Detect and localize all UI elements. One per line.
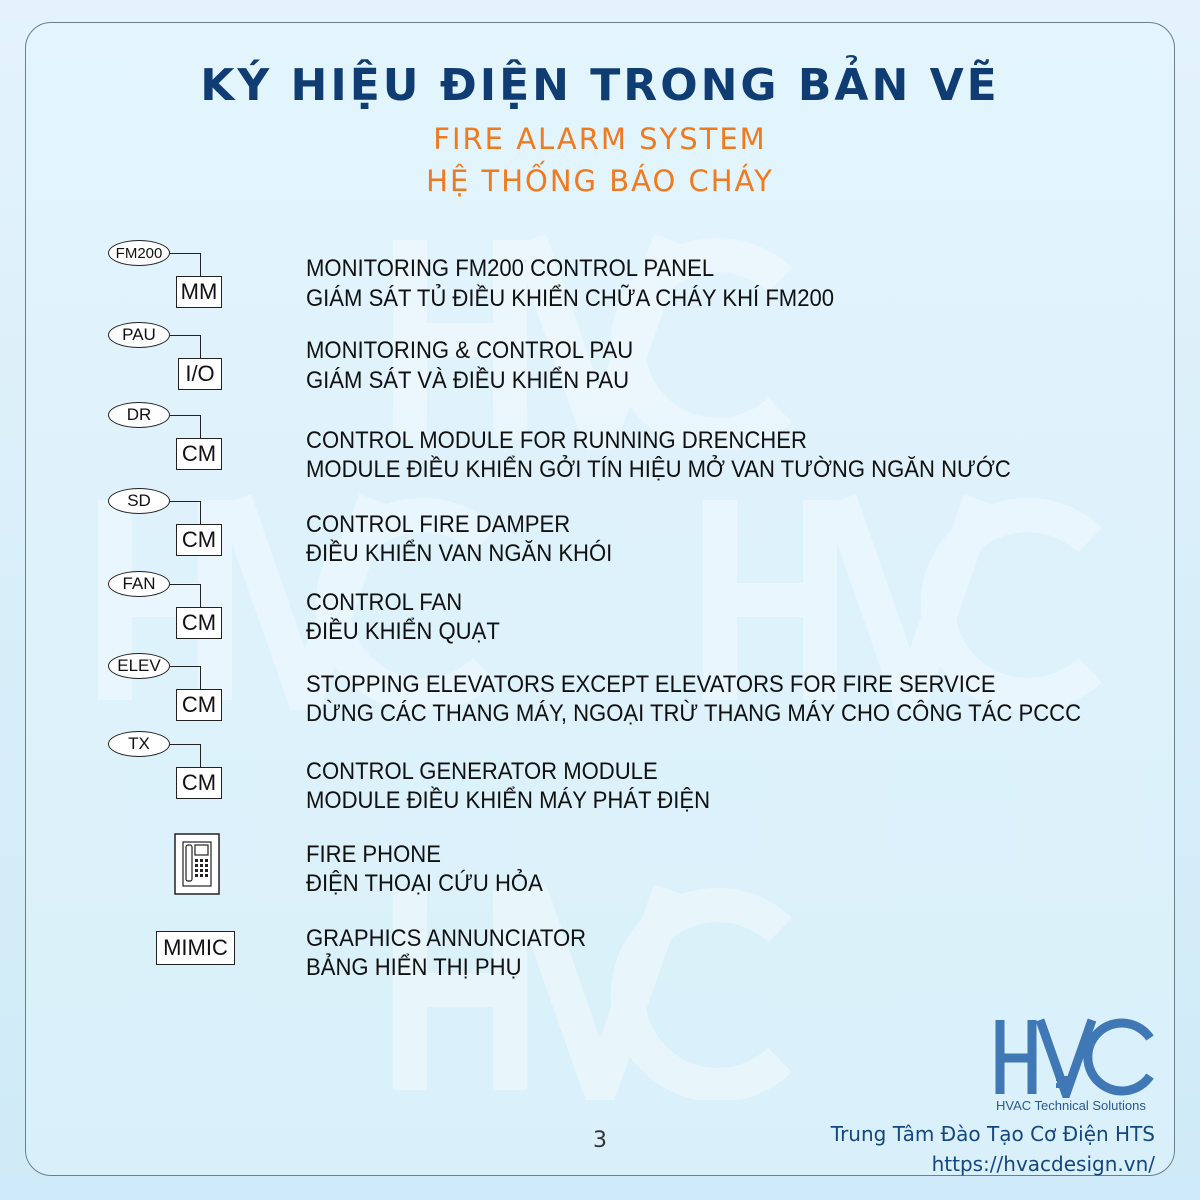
hvac-logo bbox=[994, 1014, 1156, 1098]
fire-phone-icon bbox=[174, 833, 220, 895]
mimic-box: MIMIC bbox=[156, 931, 235, 965]
footer-org: Trung Tâm Đào Tạo Cơ Điện HTS bbox=[830, 1122, 1155, 1146]
logo-text: HVAC bbox=[1075, 1058, 1078, 1059]
tag-ellipse: ELEV bbox=[108, 653, 170, 679]
symbol-desc-vi: GIÁM SÁT TỦ ĐIỀU KHIỂN CHỮA CHÁY KHÍ FM200 bbox=[306, 285, 835, 312]
module-box: CM bbox=[176, 438, 222, 470]
symbol-desc-en: MONITORING FM200 CONTROL PANEL bbox=[306, 255, 715, 282]
connector bbox=[170, 584, 200, 585]
symbol-desc-vi: MODULE ĐIỀU KHIỂN MÁY PHÁT ĐIỆN bbox=[306, 787, 711, 814]
module-box: CM bbox=[176, 524, 222, 556]
symbol-desc-en: CONTROL FIRE DAMPER bbox=[306, 511, 571, 538]
connector bbox=[200, 415, 201, 438]
tag-ellipse: PAU bbox=[108, 322, 170, 348]
connector bbox=[170, 415, 200, 416]
tag-ellipse: FM200 bbox=[108, 240, 170, 266]
phone-desc-vi: ĐIỆN THOẠI CỨU HỎA bbox=[306, 870, 543, 897]
connector bbox=[200, 501, 201, 524]
symbol-desc-vi: ĐIỀU KHIỂN VAN NGĂN KHÓI bbox=[306, 540, 613, 567]
connector bbox=[200, 744, 201, 767]
watermark-logo-center bbox=[390, 210, 810, 450]
module-box: MM bbox=[176, 276, 222, 308]
connector bbox=[170, 253, 200, 254]
footer-url[interactable]: https://hvacdesign.vn/ bbox=[931, 1152, 1155, 1176]
connector bbox=[200, 584, 201, 607]
symbol-desc-vi: MODULE ĐIỀU KHIỂN GỞI TÍN HIỆU MỞ VAN TƯỜNG NGĂN NƯỚC bbox=[306, 456, 1011, 483]
module-box: I/O bbox=[178, 358, 222, 390]
subtitle-en: FIRE ALARM SYSTEM bbox=[433, 122, 767, 156]
connector bbox=[170, 335, 200, 336]
connector bbox=[170, 744, 200, 745]
module-box: CM bbox=[176, 767, 222, 799]
symbol-desc-en: MONITORING & CONTROL PAU bbox=[306, 337, 634, 364]
symbol-desc-en: CONTROL MODULE FOR RUNNING DRENCHER bbox=[306, 427, 807, 454]
symbol-desc-en: STOPPING ELEVATORS EXCEPT ELEVATORS FOR FIRE SERVICE bbox=[306, 671, 996, 698]
symbol-desc-vi: ĐIỀU KHIỂN QUẠT bbox=[306, 618, 500, 645]
phone-desc-en: FIRE PHONE bbox=[306, 841, 441, 868]
tag-ellipse: FAN bbox=[108, 571, 170, 597]
mimic-desc-vi: BẢNG HIỂN THỊ PHỤ bbox=[306, 954, 522, 981]
tag-ellipse: SD bbox=[108, 488, 170, 514]
symbol-desc-vi: GIÁM SÁT VÀ ĐIỀU KHIỂN PAU bbox=[306, 367, 630, 394]
logo-caption: HVAC Technical Solutions bbox=[996, 1098, 1146, 1113]
symbol-desc-en: CONTROL FAN bbox=[306, 589, 463, 616]
symbol-desc-en: CONTROL GENERATOR MODULE bbox=[306, 758, 658, 785]
connector bbox=[170, 666, 200, 667]
tag-ellipse: DR bbox=[108, 402, 170, 428]
connector bbox=[200, 666, 201, 689]
page-title: KÝ HIỆU ĐIỆN TRONG BẢN VẼ bbox=[200, 60, 1000, 111]
symbol-desc-vi: DỪNG CÁC THANG MÁY, NGOẠI TRỪ THANG MÁY CHO CÔNG TÁC PCCC bbox=[306, 700, 1082, 727]
subtitle-vi: HỆ THỐNG BÁO CHÁY bbox=[426, 164, 774, 198]
module-box: CM bbox=[176, 689, 222, 721]
page-number: 3 bbox=[593, 1128, 607, 1153]
tag-ellipse: TX bbox=[108, 731, 170, 757]
connector bbox=[200, 253, 201, 276]
mimic-desc-en: GRAPHICS ANNUNCIATOR bbox=[306, 925, 587, 952]
connector bbox=[170, 501, 200, 502]
connector bbox=[200, 335, 201, 358]
module-box: CM bbox=[176, 607, 222, 639]
